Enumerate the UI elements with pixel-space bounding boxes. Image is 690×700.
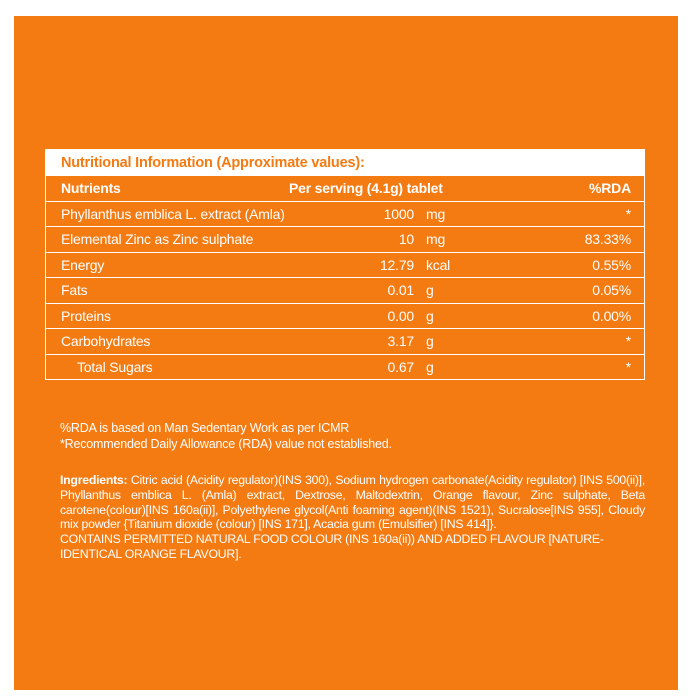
nutrient-value: 1000 [383,205,414,222]
rda-notes [60,421,650,452]
nutrient-name: Proteins [61,307,111,324]
nutrient-rda: 0.55% [592,256,631,273]
nutrient-unit: kcal [426,256,451,273]
nutrient-unit: g [426,307,434,324]
nutrient-value: 0.01 [387,282,414,298]
header-nutrients: Nutrients [61,180,121,196]
contains-statement: CONTAINS PERMITTED NATURAL FOOD COLOUR (INS 160a(ii)) AND ADDED FLAVOUR [NATURE-IDENTICAL ORANGE FLAVOUR]. [60,532,604,561]
nutrient-value: 0.00 [387,307,414,324]
nutrient-rda: 0.05% [592,282,631,298]
nutrition-table-title: Nutritional Information (Approximate values): [46,150,644,176]
rda-note-not-established: *Recommended Daily Allowance (RDA) value not established. [60,436,392,451]
nutrient-rda: 83.33% [584,231,631,247]
nutrient-name: Fats [61,282,88,298]
nutrient-value: 0.67 [387,358,414,375]
table-row [46,354,644,380]
nutrient-unit: mg [426,231,446,247]
ingredients-text: Citric acid (Acidity regulator)(INS 300), Sodium hydrogen carbonate(Acidity regulator) [INS 500(ii)], Phyllanthus emblica L. (Amla) extract, Dextrose, Maltodextrin, Orange flavour, Zinc sulphate, Beta carotene(colour)[INS 160a(ii)], Polyethylene glycol(Anti foaming agent)(INS 1521), Sucralose[INS 955], Cloudy mix powder {Titanium dioxide (colour) [INS 171], Acacia gum (Emulsifier) [INS 414]}. [60,473,645,532]
nutrition-table-header [46,176,644,201]
table-row [46,226,644,252]
nutrient-value: 12.79 [379,256,414,273]
nutrient-unit: mg [426,205,446,222]
nutrient-value: 10 [398,231,414,247]
table-row [46,252,644,278]
nutrient-unit: g [426,358,434,375]
nutrient-name: Energy [61,256,105,273]
table-row [46,277,644,303]
nutrient-rda: 0.00% [592,307,631,324]
table-row [46,328,644,354]
nutrient-value: 3.17 [387,333,414,349]
nutrient-name: Phyllanthus emblica L. extract (Amla) [61,205,285,222]
nutrient-name: Carbohydrates [61,333,151,349]
ingredients-label: Ingredients: [60,473,128,487]
nutrient-name: Total Sugars [77,358,153,375]
nutrient-rda: * [625,333,631,349]
ingredients-text-block [60,473,645,532]
table-row [46,303,644,329]
ingredients-block [60,473,645,562]
nutrient-name: Elemental Zinc as Zinc sulphate [61,231,254,247]
header-per-serving: Per serving (4.1g) tablet [289,180,443,196]
table-row [46,201,644,227]
header-rda: %RDA [589,180,631,196]
nutrition-table [45,149,645,380]
rda-note-icmr: %RDA is based on Man Sedentary Work as per ICMR [60,421,350,435]
label-panel [14,16,678,690]
nutrient-unit: g [426,333,434,349]
nutrient-rda: * [625,205,631,222]
nutrient-unit: g [426,282,434,298]
nutrient-rda: * [625,358,631,375]
